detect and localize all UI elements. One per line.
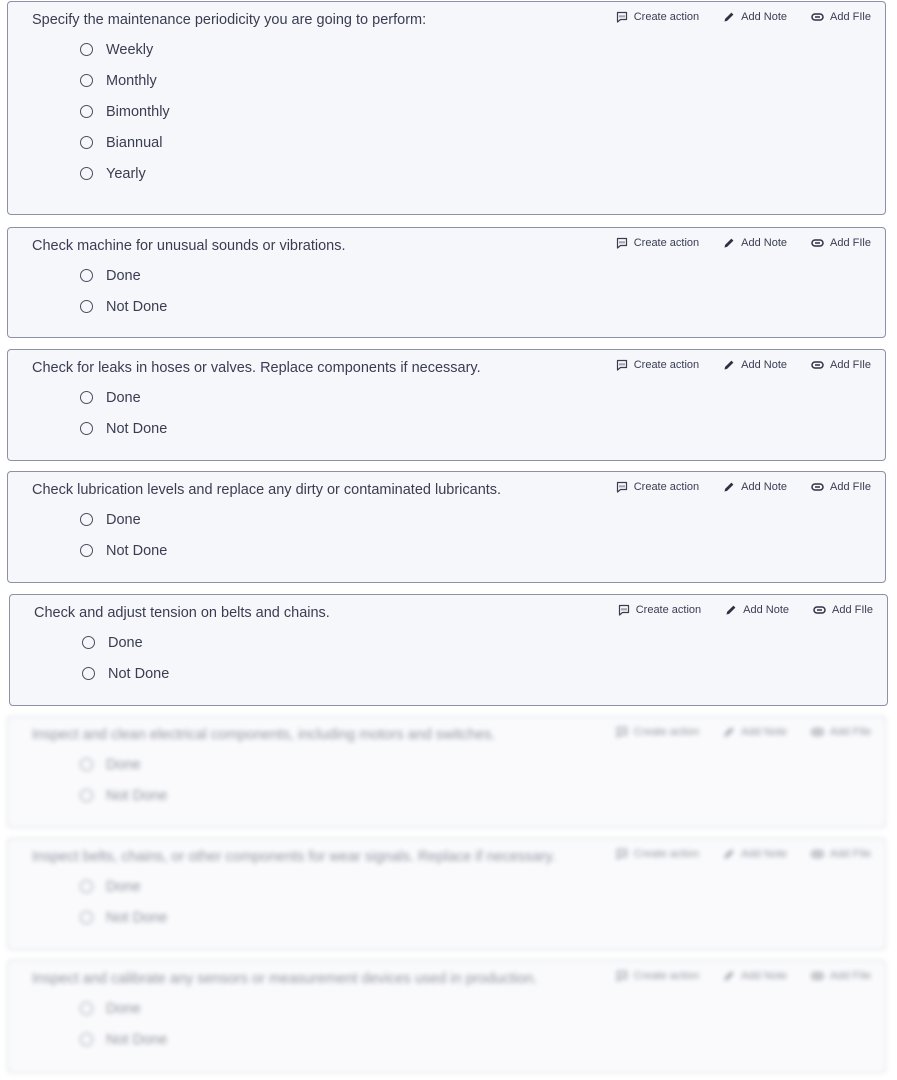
option-done xyxy=(80,749,167,780)
add-note-button xyxy=(723,726,787,738)
checklist-card-locked xyxy=(7,838,886,950)
radio-button[interactable] xyxy=(80,544,93,557)
radio-button[interactable] xyxy=(80,422,93,435)
checklist-card xyxy=(7,227,886,338)
pencil-icon xyxy=(723,237,735,249)
option-label: Done xyxy=(106,1000,141,1017)
radio-button xyxy=(80,1033,93,1046)
pencil-icon xyxy=(723,359,735,371)
radio-group xyxy=(80,749,167,811)
radio-button[interactable] xyxy=(80,391,93,404)
question-text: Specify the maintenance periodicity you are going to perform: xyxy=(32,12,427,28)
add-file-label: Add FIle xyxy=(830,848,871,860)
create-action-label: Create action xyxy=(633,359,700,371)
option-done[interactable] xyxy=(80,260,167,291)
radio-group xyxy=(82,627,169,689)
option-label: Done xyxy=(106,511,141,528)
option-label: Weekly xyxy=(106,41,154,58)
option-not-done[interactable] xyxy=(82,658,169,689)
add-file-button[interactable] xyxy=(813,604,873,616)
option-not-done xyxy=(80,1024,167,1055)
paperclip-icon xyxy=(811,970,824,982)
add-file-button xyxy=(811,970,871,982)
add-note-label: Add Note xyxy=(741,726,788,738)
add-note-label: Add Note xyxy=(741,237,788,249)
option-label: Not Done xyxy=(106,298,168,315)
pencil-icon xyxy=(723,848,735,860)
radio-group xyxy=(80,871,167,933)
radio-button[interactable] xyxy=(80,105,93,118)
question-text: Check lubrication levels and replace any dirty or contaminated lubricants. xyxy=(32,482,502,498)
option-done[interactable] xyxy=(80,504,167,535)
paperclip-icon xyxy=(811,848,824,860)
comment-icon xyxy=(616,970,628,982)
option-bimonthly[interactable] xyxy=(80,96,170,127)
option-not-done xyxy=(80,902,167,933)
radio-button xyxy=(80,911,93,924)
add-file-label: Add FIle xyxy=(830,481,871,493)
add-file-label: Add FIle xyxy=(832,604,873,616)
create-action-label: Create action xyxy=(633,481,700,493)
create-action-button xyxy=(616,848,699,860)
card-actions xyxy=(616,970,871,982)
create-action-label: Create action xyxy=(633,848,700,860)
checklist-card xyxy=(9,594,888,706)
comment-icon xyxy=(616,11,628,23)
option-label: Yearly xyxy=(106,165,146,182)
add-file-button[interactable] xyxy=(811,481,871,493)
radio-button[interactable] xyxy=(80,167,93,180)
create-action-label: Create action xyxy=(633,970,700,982)
add-file-label: Add FIle xyxy=(830,970,871,982)
comment-icon xyxy=(616,726,628,738)
card-actions xyxy=(616,726,871,738)
option-not-done[interactable] xyxy=(80,413,167,444)
option-weekly[interactable] xyxy=(80,34,170,65)
option-label: Done xyxy=(106,389,141,406)
radio-group xyxy=(80,34,170,189)
option-label: Done xyxy=(108,634,143,651)
option-done[interactable] xyxy=(80,382,167,413)
add-note-label: Add Note xyxy=(743,604,790,616)
create-action-label: Create action xyxy=(633,11,700,23)
add-note-label: Add Note xyxy=(741,359,788,371)
radio-button[interactable] xyxy=(80,43,93,56)
option-not-done xyxy=(80,780,167,811)
radio-button[interactable] xyxy=(80,269,93,282)
add-note-label: Add Note xyxy=(741,11,788,23)
question-text: Check for leaks in hoses or valves. Replace components if necessary. xyxy=(32,360,481,376)
radio-button xyxy=(80,880,93,893)
card-actions xyxy=(618,604,873,616)
option-label: Not Done xyxy=(106,909,168,926)
radio-button[interactable] xyxy=(80,300,93,313)
radio-button xyxy=(80,758,93,771)
paperclip-icon xyxy=(811,11,824,23)
comment-icon xyxy=(616,359,628,371)
option-label: Not Done xyxy=(106,542,168,559)
add-note-button xyxy=(723,848,787,860)
question-text: Inspect belts, chains, or other components for wear signals. Replace if necessary. xyxy=(32,849,556,865)
question-text: Check machine for unusual sounds or vibrations. xyxy=(32,238,346,254)
pencil-icon xyxy=(723,726,735,738)
radio-button xyxy=(80,1002,93,1015)
create-action-button[interactable] xyxy=(616,481,699,493)
create-action-label: Create action xyxy=(633,726,700,738)
option-label: Bimonthly xyxy=(106,103,170,120)
create-action-label: Create action xyxy=(633,237,700,249)
comment-icon xyxy=(616,481,628,493)
comment-icon xyxy=(618,604,630,616)
paperclip-icon xyxy=(811,237,824,249)
radio-button[interactable] xyxy=(80,136,93,149)
option-label: Not Done xyxy=(108,665,170,682)
create-action-button xyxy=(616,970,699,982)
option-not-done[interactable] xyxy=(80,291,167,322)
create-action-label: Create action xyxy=(635,604,702,616)
option-label: Biannual xyxy=(106,134,163,151)
add-file-label: Add FIle xyxy=(830,359,871,371)
option-yearly[interactable] xyxy=(80,158,170,189)
radio-group xyxy=(80,504,167,566)
card-actions xyxy=(616,359,871,371)
checklist-card-periodicity xyxy=(7,1,886,215)
add-file-button[interactable] xyxy=(811,11,871,23)
radio-button xyxy=(80,789,93,802)
radio-button[interactable] xyxy=(80,74,93,87)
add-file-button[interactable] xyxy=(811,359,871,371)
paperclip-icon xyxy=(811,481,824,493)
add-note-label: Add Note xyxy=(741,481,788,493)
pencil-icon xyxy=(723,481,735,493)
add-note-button[interactable] xyxy=(723,481,787,493)
checklist-card xyxy=(7,349,886,461)
create-action-button[interactable] xyxy=(616,359,699,371)
card-actions xyxy=(616,848,871,860)
checklist-card-locked xyxy=(7,960,886,1073)
add-note-button[interactable] xyxy=(725,604,789,616)
option-done xyxy=(80,993,167,1024)
add-note-button[interactable] xyxy=(723,359,787,371)
option-done xyxy=(80,871,167,902)
option-label: Not Done xyxy=(106,420,168,437)
create-action-button xyxy=(616,726,699,738)
checklist-card xyxy=(7,471,886,583)
create-action-button[interactable] xyxy=(616,237,699,249)
paperclip-icon xyxy=(811,359,824,371)
option-biannual[interactable] xyxy=(80,127,170,158)
create-action-button[interactable] xyxy=(618,604,701,616)
add-file-label: Add FIle xyxy=(830,726,871,738)
radio-group xyxy=(80,993,167,1055)
radio-button[interactable] xyxy=(82,667,95,680)
radio-button[interactable] xyxy=(80,513,93,526)
add-file-label: Add FIle xyxy=(830,11,871,23)
card-actions xyxy=(616,237,871,249)
option-label: Not Done xyxy=(106,787,168,804)
comment-icon xyxy=(616,848,628,860)
add-file-button[interactable] xyxy=(811,237,871,249)
card-actions xyxy=(616,481,871,493)
question-text: Inspect and clean electrical components, including motors and switches. xyxy=(32,727,496,743)
option-label: Done xyxy=(106,756,141,773)
pencil-icon xyxy=(723,970,735,982)
option-done[interactable] xyxy=(82,627,169,658)
card-actions xyxy=(616,11,871,23)
option-label: Done xyxy=(106,267,141,284)
option-monthly[interactable] xyxy=(80,65,170,96)
add-note-button xyxy=(723,970,787,982)
radio-group xyxy=(80,260,167,322)
create-action-button[interactable] xyxy=(616,11,699,23)
paperclip-icon xyxy=(813,604,826,616)
checklist-card-locked xyxy=(7,716,886,828)
add-file-button xyxy=(811,726,871,738)
add-note-label: Add Note xyxy=(741,970,788,982)
add-note-button[interactable] xyxy=(723,237,787,249)
option-label: Not Done xyxy=(106,1031,168,1048)
paperclip-icon xyxy=(811,726,824,738)
option-label: Monthly xyxy=(106,72,157,89)
add-file-button xyxy=(811,848,871,860)
pencil-icon xyxy=(723,11,735,23)
add-file-label: Add FIle xyxy=(830,237,871,249)
radio-button[interactable] xyxy=(82,636,95,649)
option-not-done[interactable] xyxy=(80,535,167,566)
question-text: Check and adjust tension on belts and chains. xyxy=(34,605,330,621)
add-note-label: Add Note xyxy=(741,848,788,860)
add-note-button[interactable] xyxy=(723,11,787,23)
question-text: Inspect and calibrate any sensors or measurement devices used in production. xyxy=(32,971,538,987)
comment-icon xyxy=(616,237,628,249)
option-label: Done xyxy=(106,878,141,895)
radio-group xyxy=(80,382,167,444)
pencil-icon xyxy=(725,604,737,616)
